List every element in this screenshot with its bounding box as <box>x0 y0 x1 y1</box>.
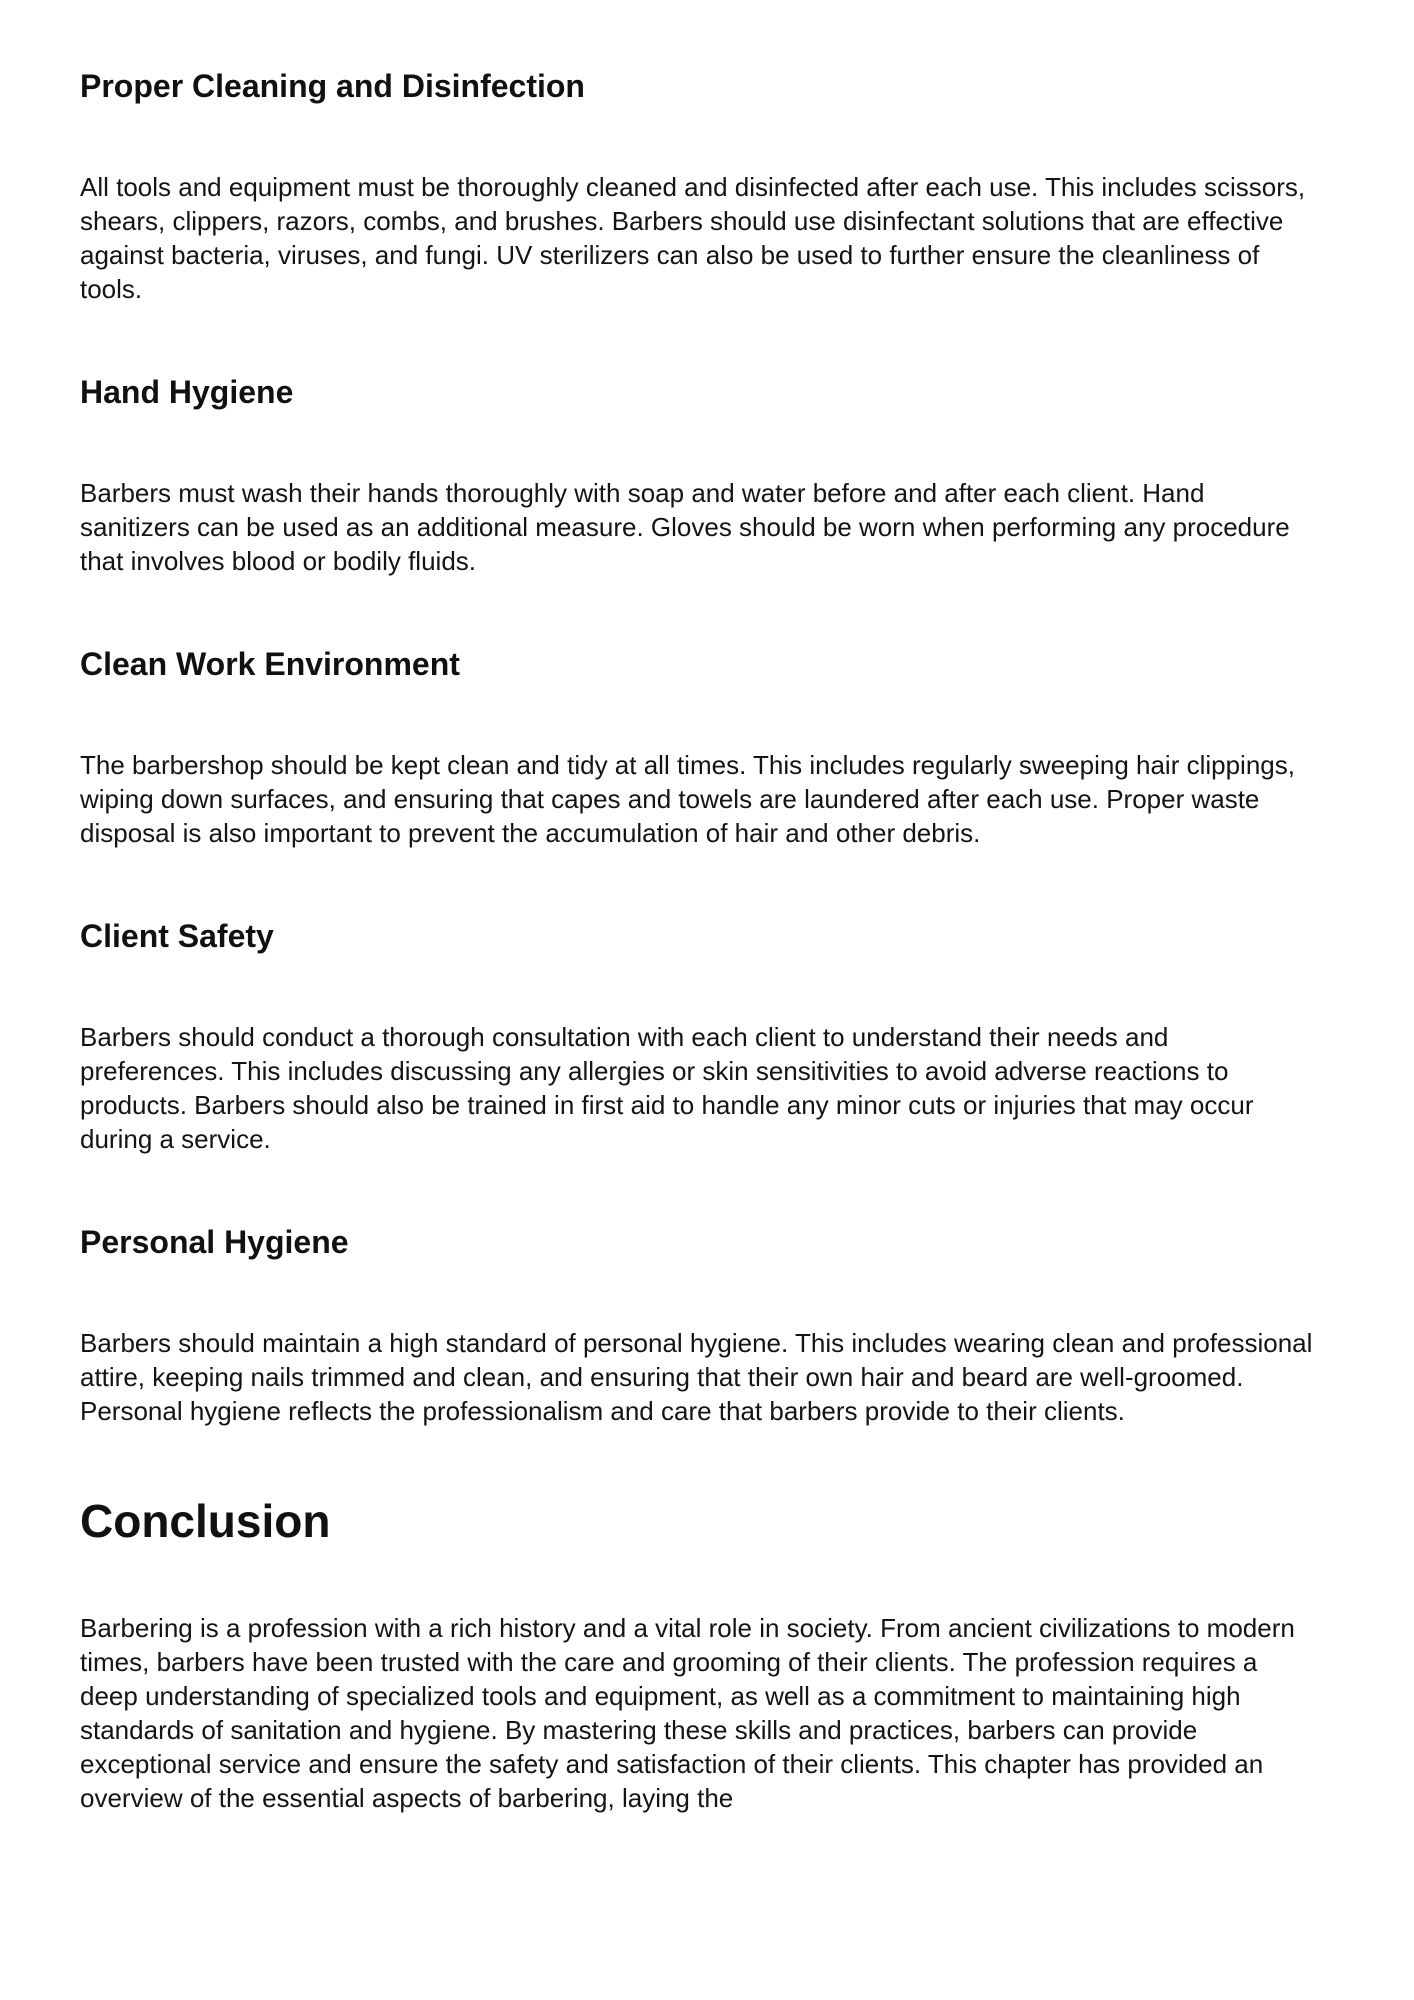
heading-conclusion: Conclusion <box>80 1495 331 1547</box>
section-personal-hygiene <box>80 1222 1320 1428</box>
document-page <box>80 0 1320 1815</box>
section-conclusion <box>80 1494 1320 1815</box>
heading-hand-hygiene: Hand Hygiene <box>80 374 294 410</box>
heading-client-safety: Client Safety <box>80 918 274 954</box>
paragraph-client-safety: Barbers should conduct a thorough consultation with each client to understand their needs and preferences. This includes discussing any allergies or skin sensitivities to avoid adverse reactions to products. Barbers should also be trained in first aid to handle any minor cuts or injuries that may occur during a service. <box>80 1022 1254 1154</box>
paragraph-personal-hygiene: Barbers should maintain a high standard of personal hygiene. This includes wearing clean and professional attire, keeping nails trimmed and clean, and ensuring that their own hair and beard are well-groomed. Personal hygiene reflects the professionalism and care that barbers provide to their clients. <box>80 1328 1313 1426</box>
paragraph-clean-work-environment: The barbershop should be kept clean and tidy at all times. This includes regularly sweeping hair clippings, wiping down surfaces, and ensuring that capes and towels are laundered after each use. Proper waste disposal is also important to prevent the accumulation of hair and other debris. <box>80 750 1295 848</box>
heading-personal-hygiene: Personal Hygiene <box>80 1224 349 1260</box>
paragraph-hand-hygiene: Barbers must wash their hands thoroughly with soap and water before and after each client. Hand sanitizers can be used as an additional measure. Gloves should be worn when performing any procedure that involves blood or bodily fluids. <box>80 478 1290 576</box>
section-proper-cleaning-and-disinfection <box>80 66 1320 306</box>
heading-proper-cleaning-and-disinfection: Proper Cleaning and Disinfection <box>80 68 585 104</box>
section-hand-hygiene <box>80 372 1320 578</box>
section-clean-work-environment <box>80 644 1320 850</box>
paragraph-proper-cleaning-and-disinfection: All tools and equipment must be thoroughly cleaned and disinfected after each use. This includes scissors, shears, clippers, razors, combs, and brushes. Barbers should use disinfectant solutions that are effective against bacteria, viruses, and fungi. UV sterilizers can also be used to further ensure the cleanliness of tools. <box>80 172 1306 304</box>
paragraph-conclusion: Barbering is a profession with a rich history and a vital role in society. From ancient civilizations to modern times, barbers have been trusted with the care and grooming of their clients. The profession requires a deep understanding of specialized tools and equipment, as well as a commitment to maintaining high standards of sanitation and hygiene. By mastering these skills and practices, barbers can provide exceptional service and ensure the safety and satisfaction of their clients. This chapter has provided an overview of the essential aspects of barbering, laying the <box>80 1613 1295 1813</box>
heading-clean-work-environment: Clean Work Environment <box>80 646 460 682</box>
section-client-safety <box>80 916 1320 1156</box>
